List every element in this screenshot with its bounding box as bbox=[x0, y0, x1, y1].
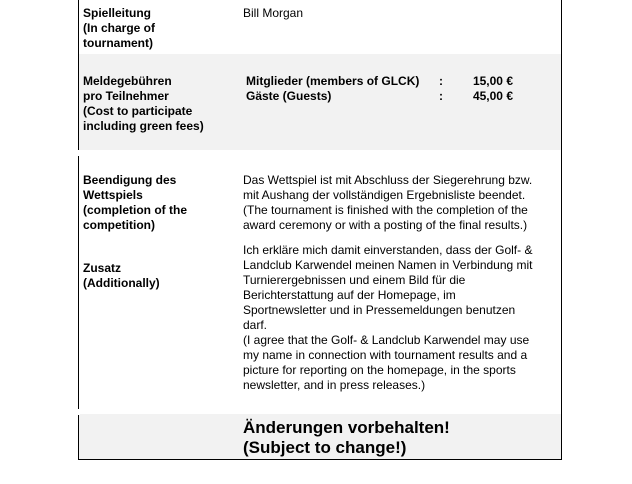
fee-guests-amount: 45,00 € bbox=[472, 89, 513, 103]
fee-members-name: Mitglieder (members of GLCK) bbox=[246, 74, 420, 88]
fee-row-guests bbox=[246, 89, 546, 104]
completion-label: Beendigung des Wettspiels (completion of the competition) bbox=[83, 173, 187, 232]
fee-members-amount: 15,00 € bbox=[472, 74, 513, 88]
completion-text: Das Wettspiel ist mit Abschluss der Siegerehrung bzw. mit Aushang der vollständigen Ergebnisliste beendet. (The tournament is finished with the completion of the award ceremony or with a posting of the final results.) bbox=[243, 173, 533, 232]
change-notice: Änderungen vorbehalten! (Subject to change!) bbox=[243, 418, 450, 457]
addition-text: Ich erkläre mich damit einverstanden, dass der Golf- & Landclub Karwendel meinen Namen in Verbindung mit Turnierergebnissen und einem Bild für die Berichterstattung auf der Homepage, im Sportnewsletter und in Pressemeldungen benutzen darf. (I agree that the Golf- & Landclub Karwendel may use my name in connection with tournament results and a picture for reporting on the homepage, in the sports newsletter, and in press releases.) bbox=[243, 243, 533, 392]
fee-members-colon: : bbox=[439, 74, 443, 88]
fee-guests-colon: : bbox=[439, 89, 443, 103]
fee-row-members bbox=[246, 74, 546, 89]
organizer-value: Bill Morgan bbox=[243, 6, 304, 20]
fees-label: Meldegebühren pro Teilnehmer (Cost to participate including green fees) bbox=[83, 74, 204, 133]
border-gap bbox=[78, 150, 80, 156]
addition-label: Zusatz (Additionally) bbox=[83, 261, 160, 290]
border-gap bbox=[78, 409, 80, 415]
organizer-label: Spielleitung (In charge of tournament) bbox=[83, 6, 156, 50]
fee-guests-name: Gäste (Guests) bbox=[246, 89, 332, 103]
